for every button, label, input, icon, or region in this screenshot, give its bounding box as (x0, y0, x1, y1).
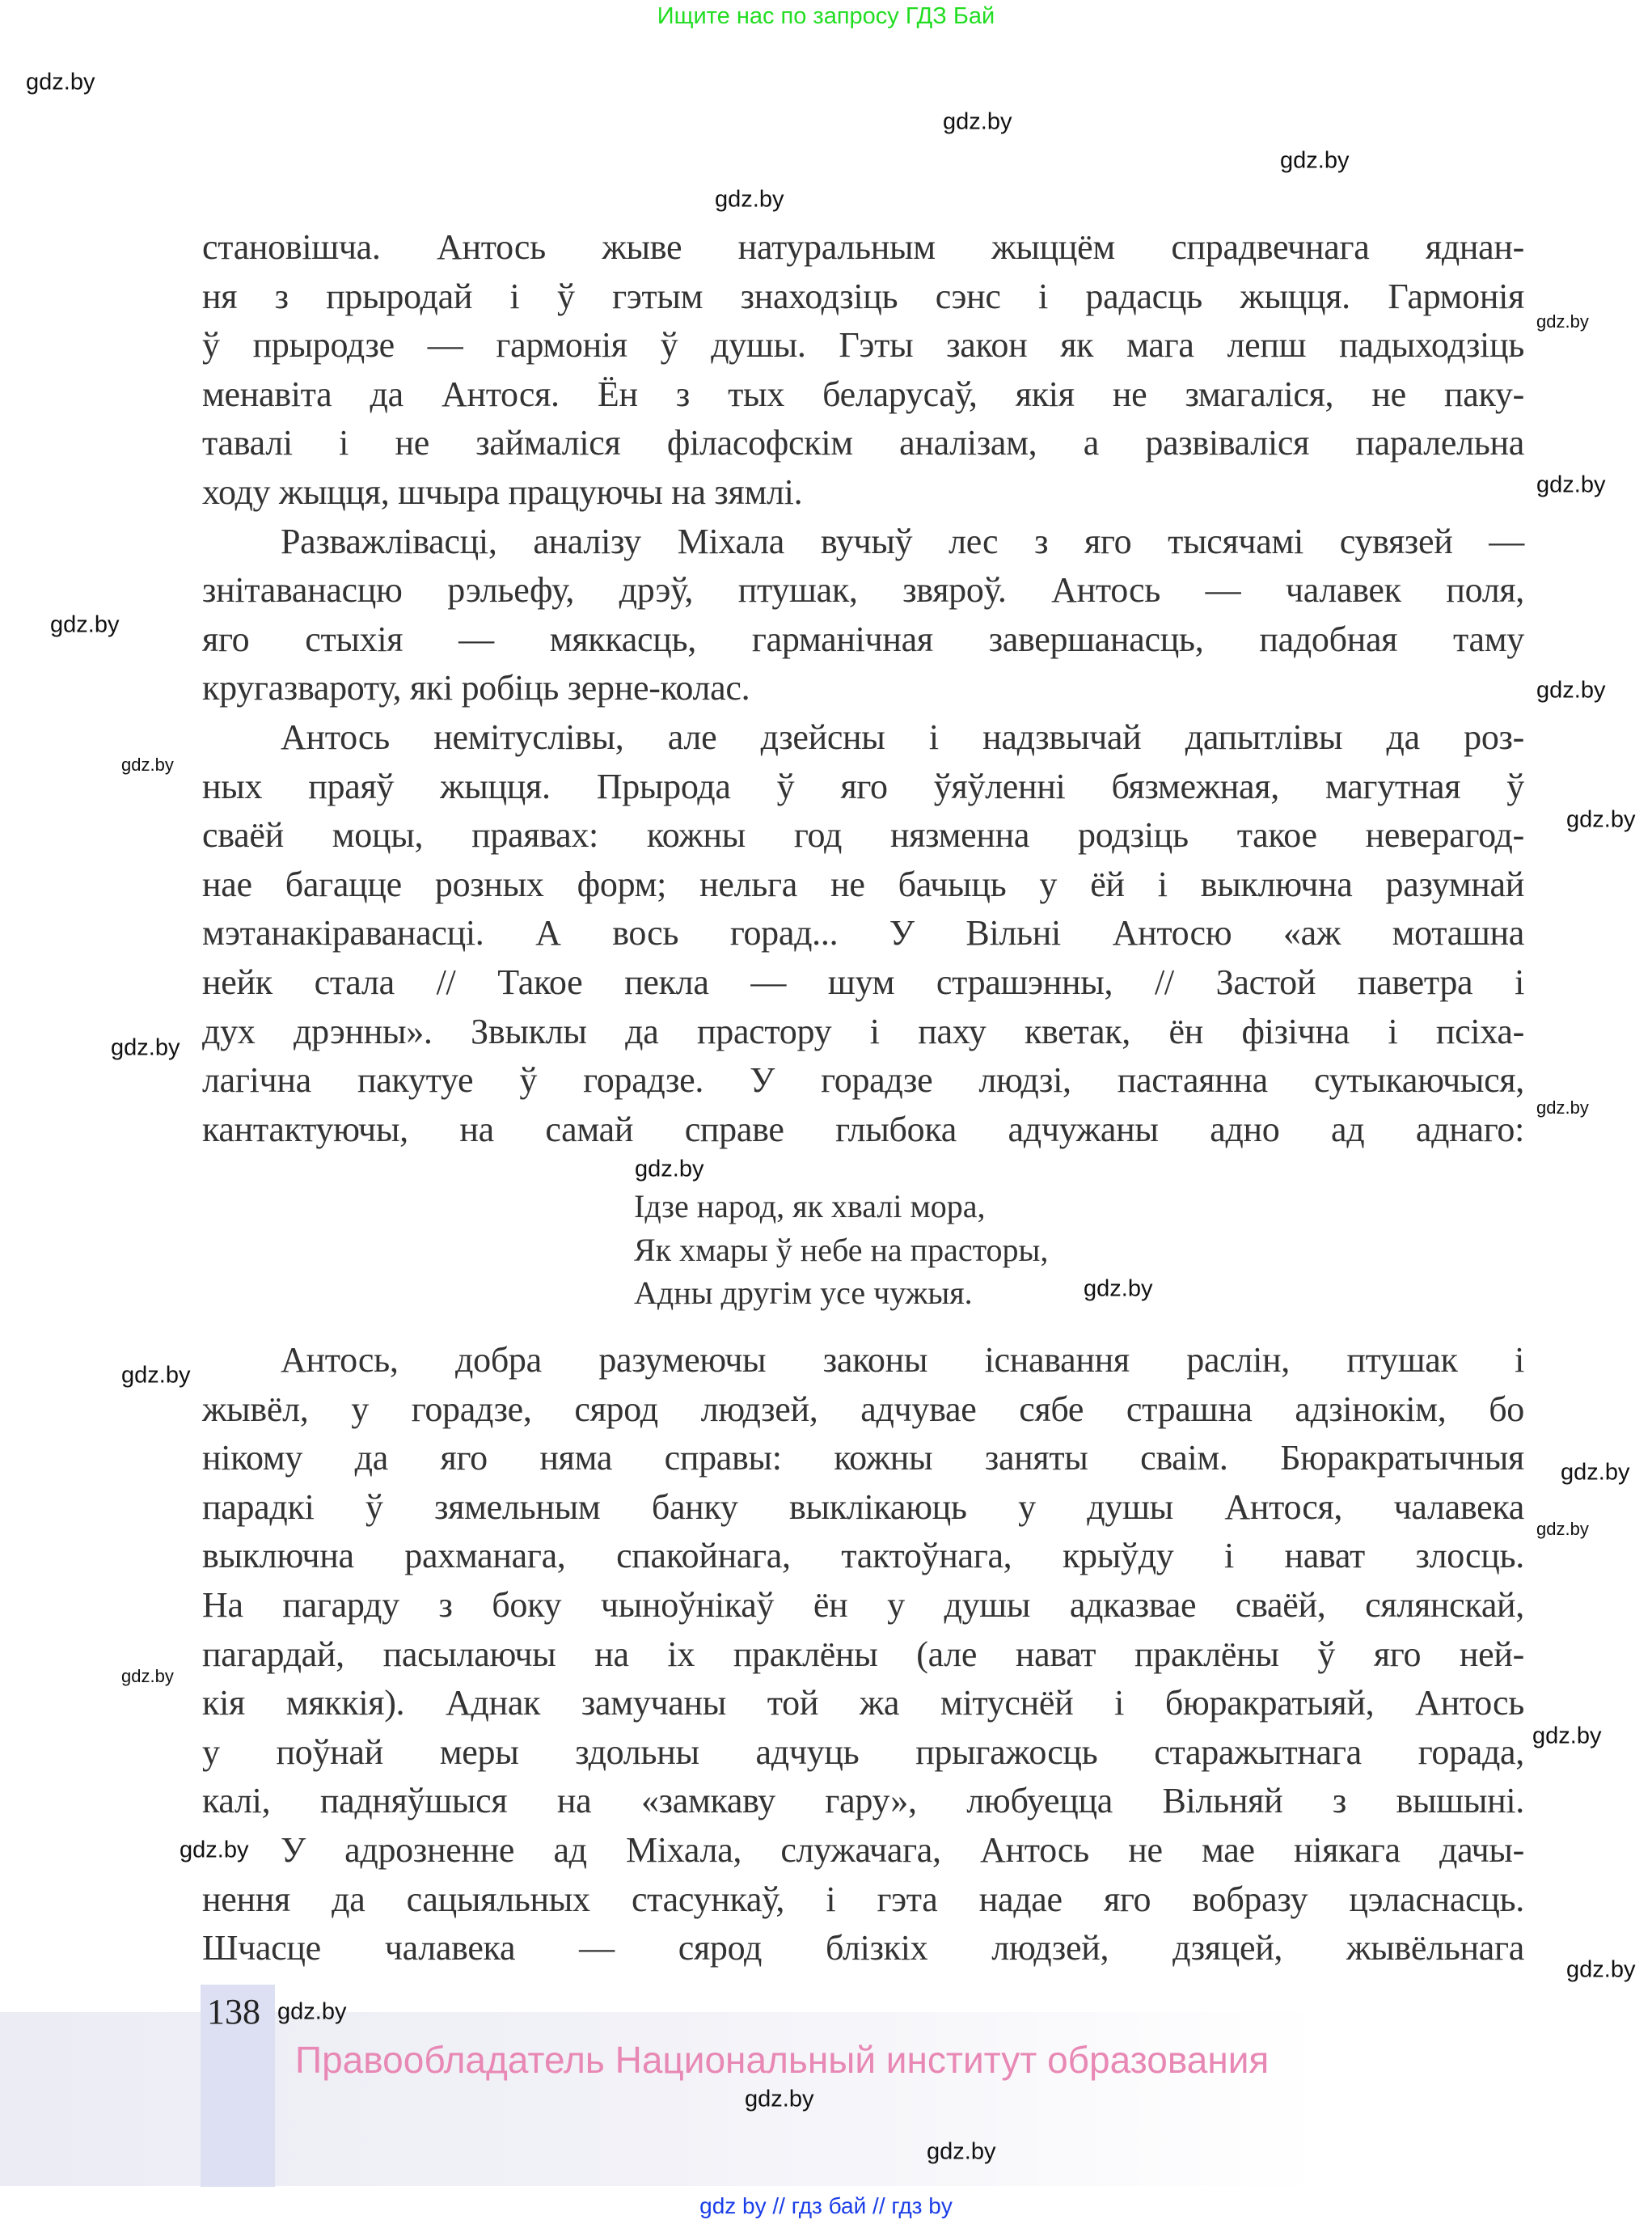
poem-line: Ідзе народ, як хвалі мора, (634, 1188, 986, 1224)
text-line: нейк стала // Такое пекла — шум страшэнны, // Застой паветра і (202, 962, 1524, 1002)
watermark: gdz.by (1084, 1275, 1153, 1302)
poem-line: Як хмары ў небе на прасторы, (634, 1231, 1049, 1268)
text-line: выключна рахманага, спакойнага, тактоўнага, крыўду і нават злосць. (202, 1536, 1524, 1576)
text-line: нае багацце розных форм; нельга не бачыць у ёй і выключна разумнай (202, 864, 1524, 904)
text-line: Шчасце чалавека — сярод блізкіх людзей, дзяцей, жывёльнага (202, 1928, 1524, 1968)
text-line: у поўнай меры здольны адчуць прыгажосць старажытнага горада, (202, 1731, 1524, 1772)
watermark: gdz.by (121, 755, 174, 775)
watermark: gdz.by (1536, 1097, 1589, 1118)
watermark: gdz.by (180, 1837, 249, 1863)
watermark: gdz.by (715, 186, 784, 213)
watermark: gdz.by (943, 108, 1012, 135)
footer-links[interactable]: gdz by // гдз бай // гдз by (699, 2193, 953, 2218)
poem-line: Адны другім усе чужыя. (634, 1275, 973, 1311)
rights-holder-notice: Правообладатель Национальный институт образования (295, 2039, 1270, 2081)
watermark: gdz.by (1536, 677, 1606, 704)
watermark: gdz.by (1280, 147, 1350, 174)
watermark: gdz.by (277, 1998, 347, 2025)
text-line: У адрозненне ад Міхала, служачага, Антось не мае ніякага дачы- (281, 1830, 1524, 1870)
text-line: становішча. Антось жыве натуральным жыццём спрадвечнага яднан- (202, 227, 1524, 267)
watermark: gdz.by (111, 1034, 180, 1061)
watermark: gdz.by (50, 611, 120, 638)
text-line: калі, падняўшыся на «замкаву гару», любуецца Вільняй з вышыні. (202, 1781, 1524, 1821)
watermark: gdz.by (1536, 471, 1606, 498)
text-line: Антось, добра разумеючы законы існавання раслін, птушак і (281, 1340, 1524, 1380)
watermark: gdz.by (26, 69, 95, 95)
text-line: Антось немітуслівы, але дзейсны і надзвычай дапытлівы да роз- (281, 717, 1524, 757)
text-line: Разважлівасці, аналізу Міхала вучыў лес з яго тысячамі сувязей — (281, 521, 1524, 561)
text-line: мэтанакіраванасці. А вось горад... У Вільні Антосю «аж моташна (202, 913, 1524, 953)
text-line: ня з прыродай і ў гэтым знаходзіць сэнс і радасць жыцця. Гармонія (202, 276, 1524, 316)
text-line: На пагарду з боку чыноўнікаў ён у душы адказвае сваёй, сялянскай, (202, 1585, 1524, 1625)
watermark: gdz.by (745, 2086, 814, 2112)
watermark: gdz.by (121, 1666, 174, 1686)
text-line: парадкі ў зямельным банку выклікаюць у душы Антося, чалавека (202, 1486, 1524, 1527)
text-line: кія мяккія). Аднак замучаны той жа мітуснёй і бюракратыяй, Антось (202, 1683, 1524, 1723)
text-line: ных праяў жыцця. Прырода ў яго ўяўленні бязмежная, магутная ў (202, 766, 1524, 806)
top-banner: Ищите нас по запросу ГДЗ Бай (657, 3, 995, 29)
text-line: яго стыхія — мяккасць, гарманічная завершанасць, падобная таму (202, 619, 1524, 659)
watermark: gdz.by (635, 1156, 704, 1182)
text-line: нення да сацыяльных стасункаў, і гэта надае яго вобразу цэласнасць. (202, 1879, 1524, 1919)
text-line: знітаванасцю рэльефу, дрэў, птушак, звяроў. Антось — чалавек поля, (202, 570, 1524, 611)
text-line: жывёл, у горадзе, сярод людзей, адчувае сябе страшна адзінокім, бо (202, 1389, 1524, 1429)
watermark: gdz.by (927, 2138, 996, 2165)
watermark: gdz.by (1536, 1519, 1589, 1539)
text-line: лагічна пакутуе ў горадзе. У горадзе людзі, пастаянна сутыкаючыся, (202, 1060, 1524, 1101)
text-line: кругазвароту, які робіць зерне-колас. (202, 668, 750, 708)
text-line: менавіта да Антося. Ён з тых беларусаў, якія не змагаліся, не паку- (202, 374, 1524, 414)
text-line: сваёй моцы, праявах: кожны год нязменна родзіць такое неверагод- (202, 815, 1524, 856)
text-line: дух дрэнны». Звыклы да прастору і паху кветак, ён фізічна і псіха- (202, 1011, 1524, 1051)
text-line: пагардай, пасылаючы на іх праклёны (але нават праклёны ў яго ней- (202, 1634, 1524, 1674)
page-number: 138 (207, 1992, 260, 2032)
watermark: gdz.by (1566, 1956, 1636, 1983)
watermark: gdz.by (1532, 1723, 1602, 1749)
watermark: gdz.by (1566, 806, 1636, 833)
watermark: gdz.by (1561, 1459, 1630, 1486)
text-line: кантактуючы, на самай справе глыбока адчужаны адно ад аднаго: (202, 1109, 1524, 1149)
text-line: тавалі і не займаліся філасофскім аналізам, а развіваліся паралельна (202, 423, 1524, 463)
text-line: нікому да яго няма справы: кожны заняты сваім. Бюракратычныя (202, 1438, 1524, 1478)
watermark: gdz.by (121, 1362, 191, 1389)
text-line: ходу жыцця, шчыра працуючы на зямлі. (202, 472, 803, 512)
text-line: ў прыродзе — гармонія ў душы. Гэты закон як мага лепш падыходзіць (202, 325, 1524, 366)
watermark: gdz.by (1536, 311, 1589, 332)
